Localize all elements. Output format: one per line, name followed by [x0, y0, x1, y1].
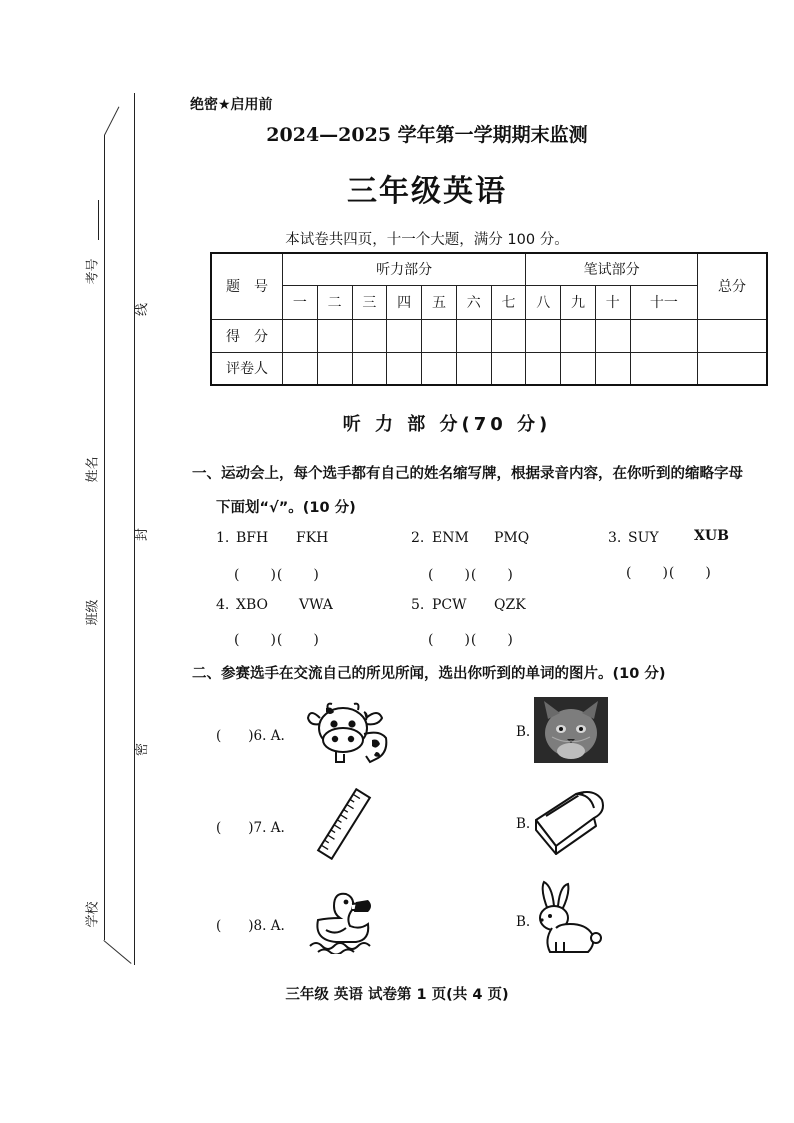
score-cell[interactable]	[595, 319, 630, 352]
score-cell[interactable]	[491, 319, 526, 352]
q1-text-line2: 下面划“√”。(10 分)	[216, 500, 356, 516]
num-cell: 二	[317, 285, 352, 319]
q2-option-b-label[interactable]: B.	[516, 914, 531, 930]
subject-title: 三年级英语	[347, 174, 507, 209]
num-cell: 九	[561, 285, 596, 319]
fold-line	[104, 135, 105, 940]
exam-title: 2024—2025 学年第一学期期末监测	[266, 124, 588, 146]
grader-cell[interactable]	[491, 352, 526, 385]
grader-label: 评卷人	[211, 352, 283, 385]
score-cell[interactable]	[698, 319, 768, 352]
seal-mark-secret: 密	[135, 742, 151, 757]
num-cell: 八	[526, 285, 561, 319]
score-cell[interactable]	[352, 319, 387, 352]
q1-item-number: 5.	[411, 597, 425, 613]
school-label: 学校	[85, 901, 101, 928]
section-title: 听 力 部 分(70 分)	[342, 414, 552, 435]
q1-answer-blanks[interactable]: ( )( )	[428, 567, 514, 583]
total-header: 总分	[698, 253, 768, 319]
q1-answer-blanks[interactable]: ( )( )	[626, 565, 712, 581]
num-cell: 四	[387, 285, 422, 319]
score-label: 得 分	[211, 319, 283, 352]
grader-cell[interactable]	[352, 352, 387, 385]
grader-cell[interactable]	[561, 352, 596, 385]
rabbit-icon	[530, 880, 606, 960]
name-label: 姓名	[85, 456, 101, 483]
q1-item-number: 4.	[216, 597, 230, 613]
num-cell: 五	[422, 285, 457, 319]
grader-row	[211, 352, 767, 385]
score-cell[interactable]	[317, 319, 352, 352]
page-footer: 三年级 英语 试卷第 1 页(共 4 页)	[285, 987, 509, 1003]
q1-answer-blanks[interactable]: ( )( )	[234, 567, 320, 583]
grader-cell[interactable]	[387, 352, 422, 385]
cat-photo	[534, 697, 608, 763]
q2-item-label[interactable]: ( )7. A.	[216, 820, 285, 836]
num-cell: 一	[283, 285, 318, 319]
num-cell: 七	[491, 285, 526, 319]
q1-answer-blanks[interactable]: ( )( )	[234, 632, 320, 648]
grader-cell[interactable]	[283, 352, 318, 385]
q1-option-a: SUY	[628, 530, 659, 546]
grader-cell[interactable]	[698, 352, 768, 385]
q1-option-b: VWA	[299, 597, 333, 613]
q1-answer-blanks[interactable]: ( )( )	[428, 632, 514, 648]
num-cell: 十	[595, 285, 630, 319]
grader-cell[interactable]	[317, 352, 352, 385]
score-row	[211, 319, 767, 352]
q1-option-a: ENM	[432, 530, 469, 546]
exam-note: 本试卷共四页，十一个大题，满分 100 分。	[285, 232, 569, 248]
q1-option-a: PCW	[432, 597, 467, 613]
number-row	[211, 285, 767, 319]
q2-text: 二、参赛选手在交流自己的所见所闻，选出你听到的单词的图片。(10 分)	[192, 666, 666, 682]
q1-option-b: FKH	[296, 530, 329, 546]
q1-item-number: 1.	[216, 530, 230, 546]
q2-item-label[interactable]: ( )8. A.	[216, 918, 285, 934]
score-cell[interactable]	[283, 319, 318, 352]
seal-mark-line: 线	[135, 302, 151, 317]
q1-item-number: 3.	[608, 530, 622, 546]
cow-icon	[306, 700, 390, 766]
grader-cell[interactable]	[456, 352, 491, 385]
score-cell[interactable]	[526, 319, 561, 352]
grader-cell[interactable]	[526, 352, 561, 385]
q1-option-b: QZK	[494, 597, 526, 613]
num-cell: 十一	[630, 285, 697, 319]
q2-option-b-label[interactable]: B.	[516, 724, 531, 740]
score-cell[interactable]	[387, 319, 422, 352]
q1-option-a: XBO	[236, 597, 268, 613]
exam-number-label: 考号	[85, 258, 101, 285]
score-table	[210, 252, 768, 386]
q2-option-b-label[interactable]: B.	[516, 816, 531, 832]
num-cell: 六	[456, 285, 491, 319]
class-label: 班级	[85, 599, 101, 626]
q1-item-number: 2.	[411, 530, 425, 546]
row-head: 题 号	[211, 253, 283, 319]
listening-header: 听力部分	[283, 253, 526, 285]
score-cell[interactable]	[422, 319, 457, 352]
pencil-case-icon	[532, 786, 608, 856]
confidential-mark: 绝密★启用前	[190, 97, 273, 113]
slant-bottom	[103, 940, 131, 964]
grader-cell[interactable]	[595, 352, 630, 385]
duck-icon	[306, 884, 384, 954]
score-cell[interactable]	[561, 319, 596, 352]
grader-cell[interactable]	[630, 352, 697, 385]
score-cell[interactable]	[456, 319, 491, 352]
num-cell: 三	[352, 285, 387, 319]
ruler-icon	[312, 788, 376, 860]
q1-option-b: PMQ	[494, 530, 530, 546]
q1-text-line1: 一、运动会上，每个选手都有自己的姓名缩写牌，根据录音内容，在你听到的缩略字母	[192, 466, 743, 482]
q1-option-a: BFH	[236, 530, 269, 546]
writing-header: 笔试部分	[526, 253, 698, 285]
seal-mark-seal: 封	[135, 527, 151, 542]
q1-option-b: XUB	[694, 528, 729, 544]
grader-cell[interactable]	[422, 352, 457, 385]
q2-item-label[interactable]: ( )6. A.	[216, 728, 285, 744]
score-cell[interactable]	[630, 319, 697, 352]
